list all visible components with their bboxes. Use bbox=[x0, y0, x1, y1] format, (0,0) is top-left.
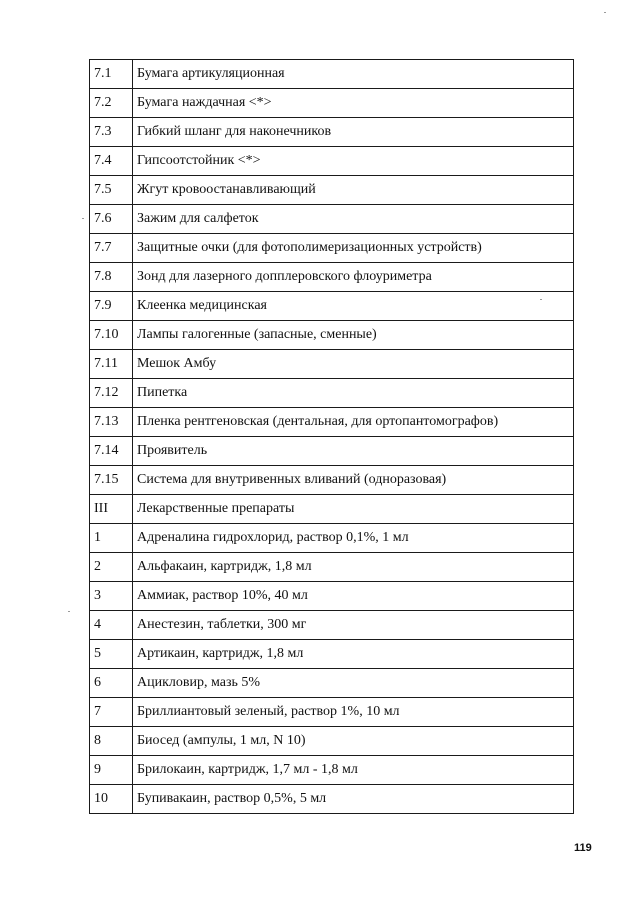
table-row bbox=[90, 292, 574, 321]
section-row bbox=[90, 495, 574, 524]
row-number: 7.6 bbox=[90, 205, 133, 234]
table-row bbox=[90, 408, 574, 437]
table-row bbox=[90, 727, 574, 756]
row-number: 1 bbox=[90, 524, 133, 553]
row-name: Пипетка bbox=[133, 379, 574, 408]
scan-speck bbox=[604, 12, 606, 13]
table-row bbox=[90, 118, 574, 147]
supplies-table bbox=[89, 59, 574, 814]
row-number: 7.13 bbox=[90, 408, 133, 437]
table-row bbox=[90, 437, 574, 466]
row-name: Клеенка медицинская bbox=[133, 292, 574, 321]
row-name: Адреналина гидрохлорид, раствор 0,1%, 1 мл bbox=[133, 524, 574, 553]
row-number: 7.12 bbox=[90, 379, 133, 408]
row-name: Мешок Амбу bbox=[133, 350, 574, 379]
row-number: 10 bbox=[90, 785, 133, 814]
page-number: 119 bbox=[574, 842, 592, 854]
row-number: 7.1 bbox=[90, 60, 133, 89]
row-name: Альфакаин, картридж, 1,8 мл bbox=[133, 553, 574, 582]
table-row bbox=[90, 785, 574, 814]
row-name: Аммиак, раствор 10%, 40 мл bbox=[133, 582, 574, 611]
table-row bbox=[90, 60, 574, 89]
row-number: 7.2 bbox=[90, 89, 133, 118]
row-name: Бупивакаин, раствор 0,5%, 5 мл bbox=[133, 785, 574, 814]
table-row bbox=[90, 147, 574, 176]
row-number: 7.11 bbox=[90, 350, 133, 379]
row-name: Жгут кровоостанавливающий bbox=[133, 176, 574, 205]
row-name: Система для внутривенных вливаний (одноразовая) bbox=[133, 466, 574, 495]
row-number: 7.4 bbox=[90, 147, 133, 176]
row-name: Защитные очки (для фотополимеризационных устройств) bbox=[133, 234, 574, 263]
row-name: Лампы галогенные (запасные, сменные) bbox=[133, 321, 574, 350]
row-name: Зонд для лазерного допплеровского флоуриметра bbox=[133, 263, 574, 292]
scan-speck bbox=[68, 611, 70, 612]
row-number: 8 bbox=[90, 727, 133, 756]
row-name: Проявитель bbox=[133, 437, 574, 466]
table-row bbox=[90, 466, 574, 495]
section-number: III bbox=[90, 495, 133, 524]
row-name: Артикаин, картридж, 1,8 мл bbox=[133, 640, 574, 669]
row-number: 9 bbox=[90, 756, 133, 785]
row-number: 7.8 bbox=[90, 263, 133, 292]
table-row bbox=[90, 263, 574, 292]
row-name: Пленка рентгеновская (дентальная, для ортопантомографов) bbox=[133, 408, 574, 437]
row-number: 7.3 bbox=[90, 118, 133, 147]
row-name: Зажим для салфеток bbox=[133, 205, 574, 234]
row-number: 7.10 bbox=[90, 321, 133, 350]
row-name: Бриллиантовый зеленый, раствор 1%, 10 мл bbox=[133, 698, 574, 727]
row-number: 7.15 bbox=[90, 466, 133, 495]
row-name: Гибкий шланг для наконечников bbox=[133, 118, 574, 147]
table-row bbox=[90, 640, 574, 669]
row-number: 7 bbox=[90, 698, 133, 727]
row-number: 3 bbox=[90, 582, 133, 611]
table-row bbox=[90, 756, 574, 785]
table-row bbox=[90, 205, 574, 234]
row-number: 7.7 bbox=[90, 234, 133, 263]
table-row bbox=[90, 89, 574, 118]
row-number: 7.5 bbox=[90, 176, 133, 205]
table-row bbox=[90, 350, 574, 379]
row-name: Брилокаин, картридж, 1,7 мл - 1,8 мл bbox=[133, 756, 574, 785]
row-name: Биосед (ампулы, 1 мл, N 10) bbox=[133, 727, 574, 756]
row-number: 6 bbox=[90, 669, 133, 698]
row-name: Бумага артикуляционная bbox=[133, 60, 574, 89]
row-number: 7.14 bbox=[90, 437, 133, 466]
table-row bbox=[90, 698, 574, 727]
table-row bbox=[90, 524, 574, 553]
row-name: Ацикловир, мазь 5% bbox=[133, 669, 574, 698]
table-body bbox=[90, 60, 574, 814]
table-row bbox=[90, 553, 574, 582]
row-name: Бумага наждачная <*> bbox=[133, 89, 574, 118]
table-row bbox=[90, 234, 574, 263]
row-number: 7.9 bbox=[90, 292, 133, 321]
row-name: Анестезин, таблетки, 300 мг bbox=[133, 611, 574, 640]
section-title: Лекарственные препараты bbox=[133, 495, 574, 524]
table-row bbox=[90, 582, 574, 611]
scan-speck bbox=[540, 299, 542, 300]
scan-speck bbox=[82, 218, 84, 219]
table-row bbox=[90, 379, 574, 408]
row-number: 5 bbox=[90, 640, 133, 669]
table-row bbox=[90, 669, 574, 698]
row-number: 2 bbox=[90, 553, 133, 582]
row-name: Гипсоотстойник <*> bbox=[133, 147, 574, 176]
table-row bbox=[90, 321, 574, 350]
table-row bbox=[90, 176, 574, 205]
table-row bbox=[90, 611, 574, 640]
row-number: 4 bbox=[90, 611, 133, 640]
